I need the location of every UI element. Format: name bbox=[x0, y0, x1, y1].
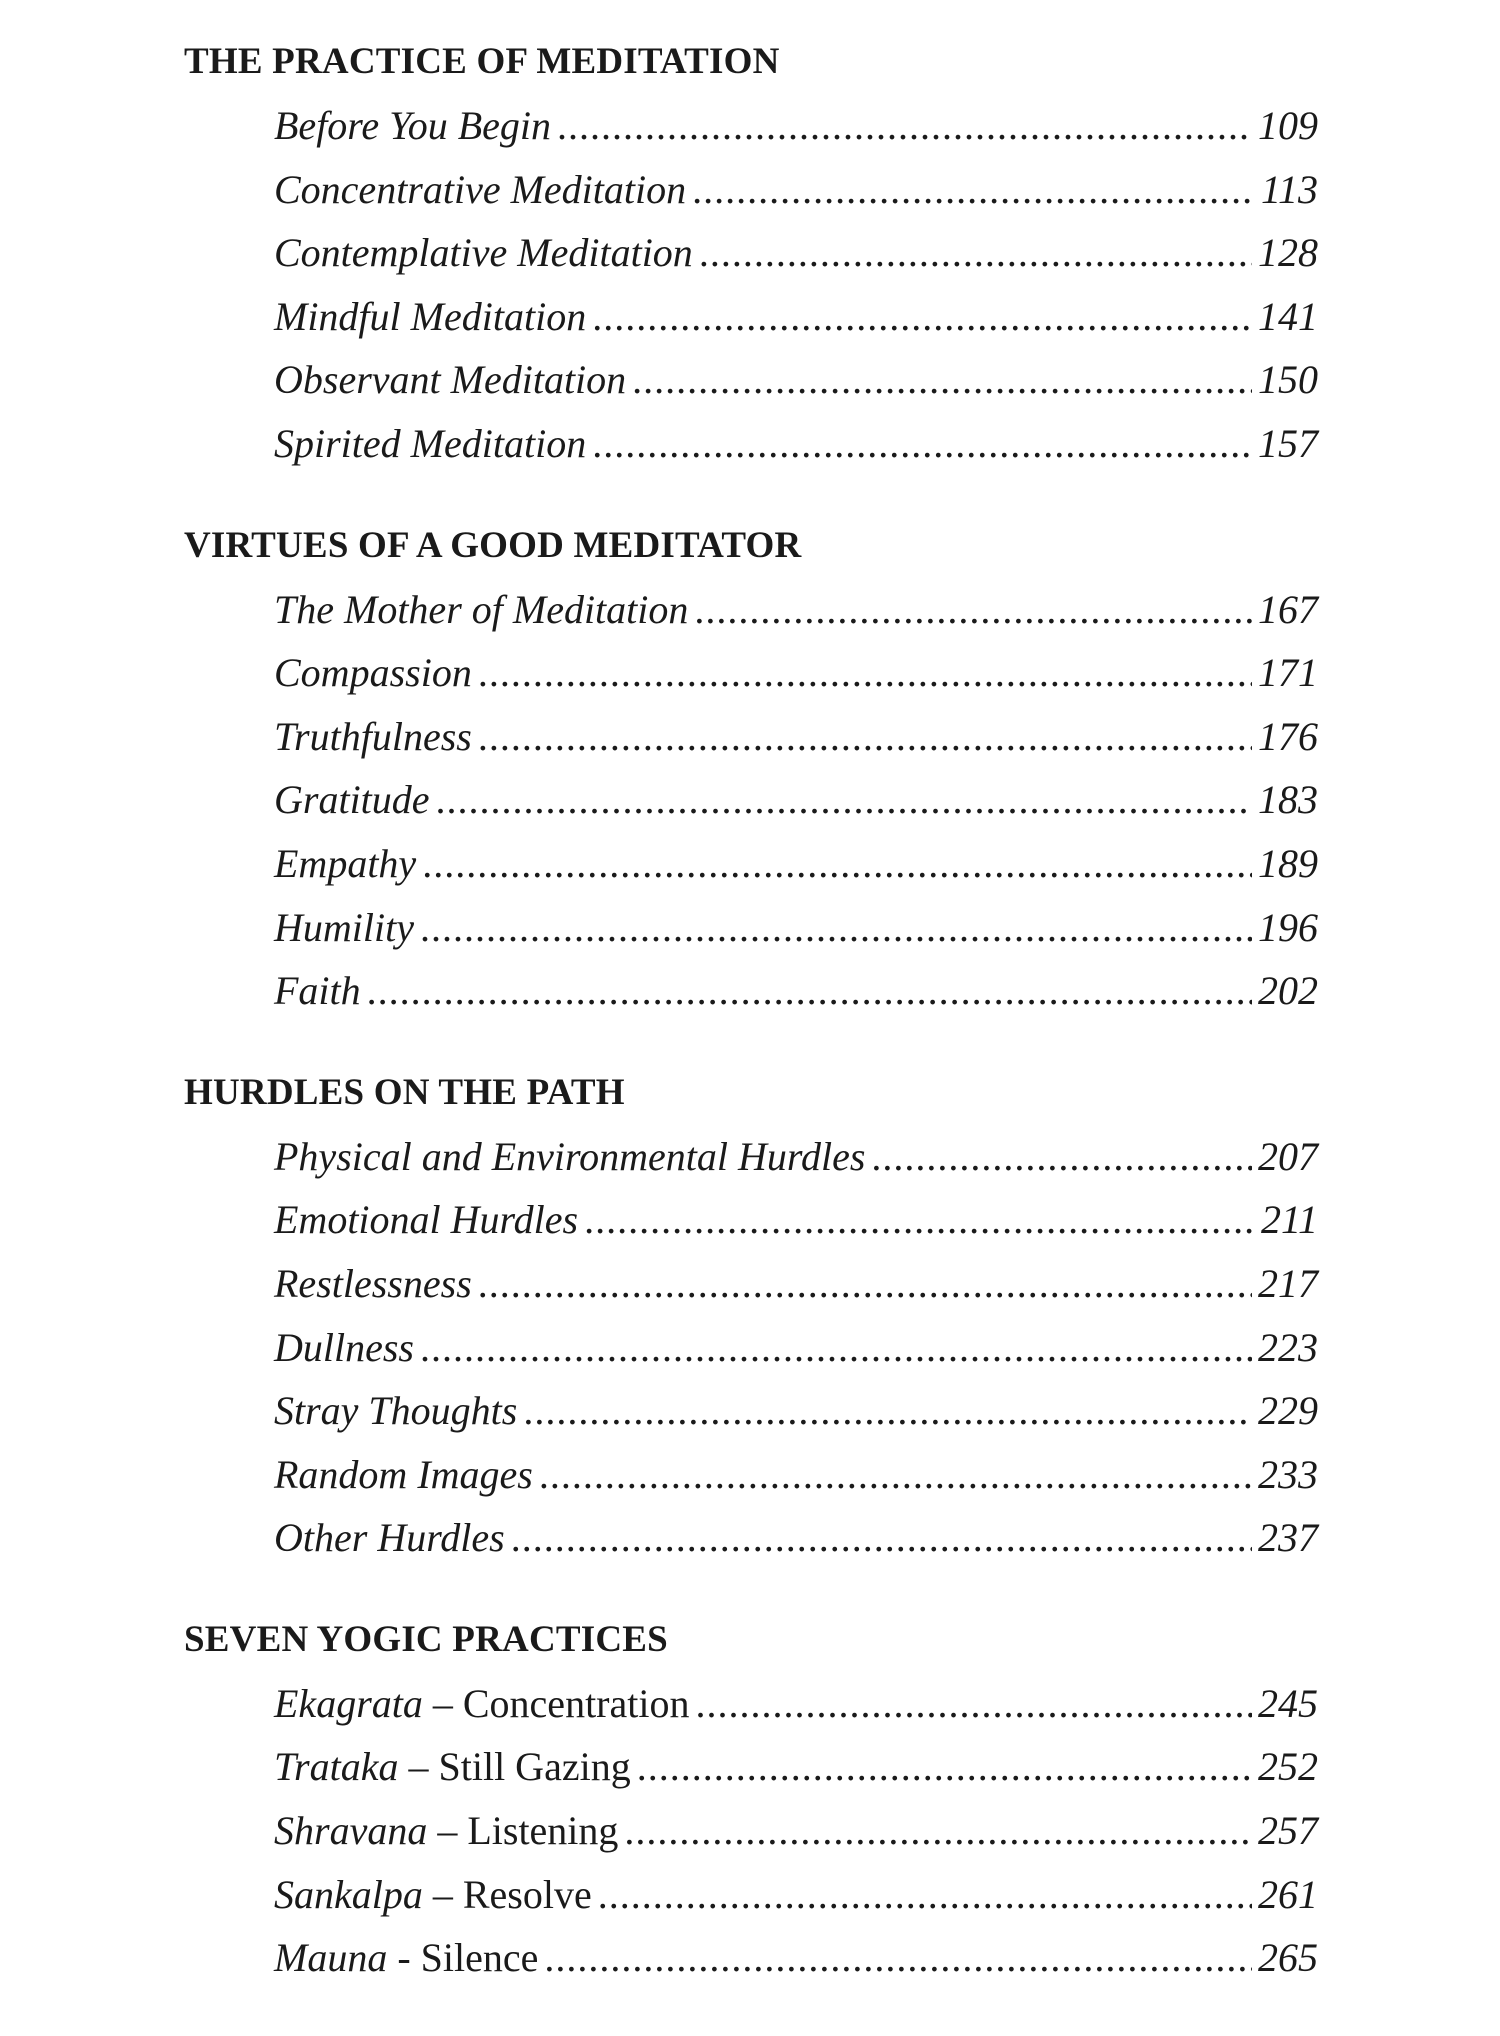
page-number: 211 bbox=[1260, 1197, 1318, 1243]
entry-title: Spirited Meditation bbox=[274, 420, 587, 466]
toc-entry[interactable] bbox=[274, 1807, 1318, 1871]
page-number: 113 bbox=[1260, 166, 1318, 212]
toc-entry[interactable] bbox=[274, 1743, 1318, 1807]
dot-leader bbox=[523, 1387, 1252, 1435]
dot-leader bbox=[420, 1324, 1252, 1372]
entry-title bbox=[274, 1807, 618, 1855]
entry-title bbox=[274, 1934, 538, 1982]
section-title: THE PRACTICE OF MEDITATION bbox=[184, 41, 780, 82]
toc-entry[interactable] bbox=[274, 420, 1318, 484]
toc-entry[interactable] bbox=[274, 1871, 1318, 1935]
page-number: 109 bbox=[1258, 103, 1318, 148]
toc-entry[interactable] bbox=[274, 356, 1318, 420]
dot-leader bbox=[694, 586, 1252, 634]
entry-title: Physical and Environmental Hurdles bbox=[274, 1133, 866, 1179]
entry-title: Other Hurdles bbox=[274, 1515, 505, 1561]
toc-entry[interactable] bbox=[274, 1133, 1318, 1197]
dot-leader bbox=[478, 649, 1252, 697]
dot-leader bbox=[632, 356, 1252, 404]
page-number: 171 bbox=[1258, 650, 1318, 696]
toc-entry[interactable] bbox=[274, 1680, 1318, 1744]
english-term: – Still Gazing bbox=[398, 1744, 631, 1790]
dot-leader bbox=[367, 967, 1252, 1015]
toc-entry[interactable] bbox=[274, 904, 1318, 968]
entry-title bbox=[274, 1680, 689, 1728]
toc-section bbox=[184, 1616, 1318, 1998]
dot-leader bbox=[592, 420, 1252, 468]
page-number: 265 bbox=[1258, 1935, 1318, 1981]
dot-leader bbox=[598, 1871, 1252, 1919]
page-number: 183 bbox=[1258, 777, 1318, 823]
dot-leader bbox=[592, 293, 1252, 341]
entry-title: Concentrative Meditation bbox=[274, 166, 687, 212]
toc-entry[interactable] bbox=[274, 649, 1318, 713]
sanskrit-term: Shravana bbox=[274, 1808, 428, 1854]
entry-title: Random Images bbox=[274, 1451, 533, 1497]
entry-title bbox=[274, 1871, 592, 1919]
page-number: 202 bbox=[1258, 968, 1318, 1014]
dot-leader bbox=[871, 1133, 1252, 1181]
page-number: 167 bbox=[1258, 586, 1318, 632]
toc-entry[interactable] bbox=[274, 586, 1318, 650]
entry-title: Gratitude bbox=[274, 777, 430, 823]
toc-entry[interactable] bbox=[274, 1324, 1318, 1388]
page-number: 157 bbox=[1258, 420, 1318, 466]
entry-title: Observant Meditation bbox=[274, 357, 627, 403]
english-term: – Concentration bbox=[422, 1680, 690, 1726]
toc-entry[interactable] bbox=[274, 776, 1318, 840]
dot-leader bbox=[637, 1743, 1252, 1791]
english-term: – Resolve bbox=[422, 1871, 592, 1917]
toc-entry[interactable] bbox=[274, 166, 1318, 230]
page-number: 189 bbox=[1258, 840, 1318, 886]
table-of-contents bbox=[184, 38, 1318, 2036]
page-number: 217 bbox=[1258, 1260, 1318, 1306]
sanskrit-term: Trataka bbox=[274, 1744, 399, 1790]
dot-leader bbox=[436, 776, 1252, 824]
toc-entry[interactable] bbox=[274, 1451, 1318, 1515]
dot-leader bbox=[478, 1260, 1252, 1308]
english-term: – Listening bbox=[427, 1808, 619, 1854]
page-number: 207 bbox=[1258, 1133, 1318, 1179]
dot-leader bbox=[699, 229, 1252, 277]
sanskrit-term: Sankalpa bbox=[274, 1871, 423, 1917]
page-number: 150 bbox=[1258, 357, 1318, 403]
page-number: 252 bbox=[1258, 1744, 1318, 1790]
dot-leader bbox=[539, 1451, 1252, 1499]
dot-leader bbox=[584, 1196, 1255, 1244]
entry-title: Compassion bbox=[274, 650, 472, 696]
toc-section bbox=[184, 38, 1318, 484]
entry-title: Stray Thoughts bbox=[274, 1388, 518, 1434]
entry-title: Dullness bbox=[274, 1324, 414, 1370]
sanskrit-term: Ekagrata bbox=[274, 1680, 423, 1726]
toc-section bbox=[184, 522, 1318, 1031]
toc-entry[interactable] bbox=[274, 967, 1318, 1031]
toc-entry[interactable] bbox=[274, 293, 1318, 357]
entry-title: Truthfulness bbox=[274, 713, 472, 759]
toc-entry[interactable] bbox=[274, 102, 1318, 166]
dot-leader bbox=[420, 904, 1252, 952]
english-term: - Silence bbox=[387, 1935, 539, 1981]
page-number: 233 bbox=[1258, 1451, 1318, 1497]
page-number: 196 bbox=[1258, 904, 1318, 950]
section-title: HURDLES ON THE PATH bbox=[184, 1071, 625, 1113]
entry-title: Before You Begin bbox=[274, 103, 552, 148]
entry-title: Empathy bbox=[274, 840, 417, 886]
dot-leader bbox=[511, 1514, 1252, 1562]
entry-title: Emotional Hurdles bbox=[274, 1197, 579, 1243]
dot-leader bbox=[544, 1934, 1252, 1982]
entry-title: Mindful Meditation bbox=[274, 293, 587, 339]
page-number: 223 bbox=[1258, 1324, 1318, 1370]
dot-leader bbox=[624, 1807, 1252, 1855]
page-number: 128 bbox=[1258, 230, 1318, 276]
toc-section bbox=[184, 1069, 1318, 1578]
dot-leader bbox=[695, 1680, 1252, 1728]
page-number: 176 bbox=[1258, 713, 1318, 759]
toc-entry[interactable] bbox=[274, 1934, 1318, 1998]
toc-entry[interactable] bbox=[274, 1387, 1318, 1451]
page-number: 245 bbox=[1258, 1680, 1318, 1726]
dot-leader bbox=[478, 713, 1252, 761]
page-number: 261 bbox=[1258, 1871, 1318, 1917]
page-number: 257 bbox=[1258, 1808, 1318, 1854]
toc-entry[interactable] bbox=[274, 229, 1318, 293]
page-number: 229 bbox=[1258, 1388, 1318, 1434]
entry-title bbox=[274, 1743, 631, 1791]
entry-title: Faith bbox=[274, 968, 361, 1014]
toc-entry[interactable] bbox=[274, 1514, 1318, 1578]
toc-entry[interactable] bbox=[274, 1260, 1318, 1324]
page-number: 237 bbox=[1258, 1515, 1318, 1561]
page-number: 141 bbox=[1258, 293, 1318, 339]
dot-leader bbox=[692, 166, 1255, 214]
section-title: VIRTUES OF A GOOD MEDITATOR bbox=[184, 524, 802, 566]
sanskrit-term: Mauna bbox=[274, 1935, 388, 1981]
entry-title: Humility bbox=[274, 904, 414, 950]
section-title: SEVEN YOGIC PRACTICES bbox=[184, 1618, 668, 1660]
entry-title: Restlessness bbox=[274, 1260, 472, 1306]
dot-leader bbox=[557, 102, 1252, 150]
toc-entry[interactable] bbox=[274, 713, 1318, 777]
entry-title: Contemplative Meditation bbox=[274, 230, 693, 276]
entry-title: The Mother of Meditation bbox=[274, 586, 689, 632]
toc-entry[interactable] bbox=[274, 1196, 1318, 1260]
dot-leader bbox=[422, 840, 1252, 888]
toc-entry[interactable] bbox=[274, 840, 1318, 904]
